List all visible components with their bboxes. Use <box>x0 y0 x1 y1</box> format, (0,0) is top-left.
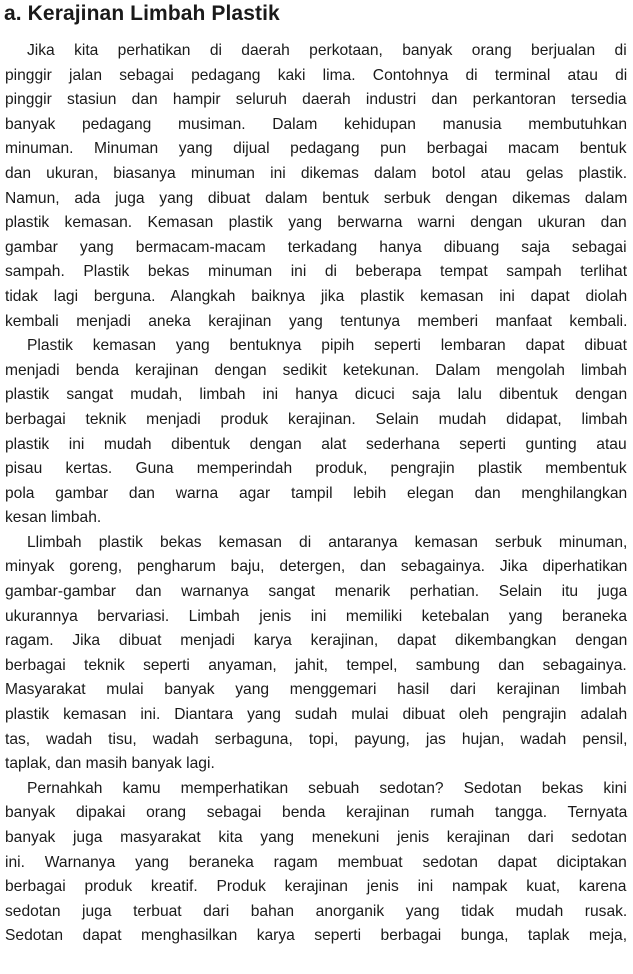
text-line: Pernahkah kamu memperhatikan sebuah sedotan? Sedotan bekas kini <box>27 779 627 797</box>
text-line: pinggir stasiun dan hampir seluruh daerah industri dan perkantoran tersedia <box>5 91 627 109</box>
text-line: banyak dipakai orang sebagai benda kerajinan rumah tangga. Ternyata <box>5 804 628 822</box>
paragraph-3 <box>5 531 627 777</box>
text-line: ukurannya bervariasi. Limbah jenis ini memiliki ketebalan yang beraneka <box>5 607 628 625</box>
text-line: berbagai teknik menjadi produk kerajinan. Selain mudah didapat, limbah <box>5 410 628 428</box>
article-body <box>5 39 627 949</box>
paragraph-1 <box>5 39 627 334</box>
text-line: gambar-gambar dan warnanya sangat menarik perhatian. Selain itu juga <box>5 583 628 601</box>
text-line: pisau kertas. Guna memperindah produk, pengrajin plastik membentuk <box>5 460 627 478</box>
text-line: tas, wadah tisu, wadah serbaguna, topi, payung, jas hujan, wadah pensil, <box>5 730 628 748</box>
text-line: banyak juga masyarakat kita yang menekuni jenis kerajinan dari sedotan <box>5 829 627 846</box>
text-line: ragam. Jika dibuat menjadi karya kerajinan, dapat dikembangkan dengan <box>5 632 628 650</box>
text-line: banyak pedagang musiman. Dalam kehidupan manusia membutuhkan <box>5 115 628 133</box>
text-line: sedotan juga terbuat dari bahan anorganik yang tidak mudah rusak. <box>5 902 628 920</box>
text-line: plastik sangat mudah, limbah ini hanya dicuci saja lalu dibentuk dengan <box>5 386 628 404</box>
text-line: Sedotan dapat menghasilkan karya seperti berbagai bunga, taplak meja, <box>5 927 628 945</box>
text-line: plastik kemasan ini. Diantara yang sudah mulai dibuat oleh pengrajin adalah <box>5 706 628 724</box>
paragraph-4 <box>5 777 627 949</box>
text-line: ini. Warnanya yang beraneka ragam membuat sedotan dapat diciptakan <box>5 853 627 871</box>
text-line: Jika kita perhatikan di daerah perkotaan, banyak orang berjualan di <box>27 42 627 59</box>
text-line: gambar yang bermacam-macam terkadang hanya dibuang saja sebagai <box>5 238 627 256</box>
text-line: taplak, dan masih banyak lagi. <box>5 755 215 773</box>
section-heading: a. Kerajinan Limbah Plastik <box>4 2 280 25</box>
text-line: Namun, ada juga yang dibuat dalam bentuk serbuk dengan dikemas dalam <box>5 189 628 207</box>
text-line: berbagai produk kreatif. Produk kerajinan jenis ini nampak kuat, karena <box>5 878 627 896</box>
text-line: dan ukuran, biasanya minuman ini dikemas dalam botol atau gelas plastik. <box>5 164 628 182</box>
text-line: menjadi benda kerajinan dengan sedikit ketekunan. Dalam mengolah limbah <box>5 361 627 379</box>
text-line: Plastik kemasan yang bentuknya pipih seperti lembaran dapat dibuat <box>27 337 627 355</box>
text-line: plastik kemasan. Kemasan plastik yang berwarna warni dengan ukuran dan <box>5 214 627 232</box>
text-line: kembali menjadi aneka kerajinan yang tentunya memberi manfaat kembali. <box>5 312 628 330</box>
text-line: pinggir jalan sebagai pedagang kaki lima. Contohnya di terminal atau di <box>5 66 628 84</box>
text-line: minuman. Minuman yang dijual pedagang pun berbagai macam bentuk <box>5 140 627 158</box>
text-line: Llimbah plastik bekas kemasan di antaranya kemasan serbuk minuman, <box>27 533 628 551</box>
text-line: kesan limbah. <box>5 509 102 527</box>
text-line: minyak goreng, pengharum baju, detergen, dan sebagainya. Jika diperhatikan <box>5 558 628 576</box>
text-line: plastik ini mudah dibentuk dengan alat sederhana seperti gunting atau <box>5 435 627 453</box>
text-line: sampah. Plastik bekas minuman ini di beberapa tempat sampah terlihat <box>5 263 628 281</box>
text-line: tidak lagi berguna. Alangkah baiknya jika plastik kemasan ini dapat diolah <box>5 287 628 305</box>
text-line: pola gambar dan warna agar tampil lebih elegan dan menghilangkan <box>5 484 628 502</box>
text-line: Masyarakat mulai banyak yang menggemari hasil dari kerajinan limbah <box>5 681 627 699</box>
text-line: berbagai teknik seperti anyaman, jahit, tempel, sambung dan sebagainya. <box>5 656 627 674</box>
paragraph-2 <box>5 334 627 531</box>
